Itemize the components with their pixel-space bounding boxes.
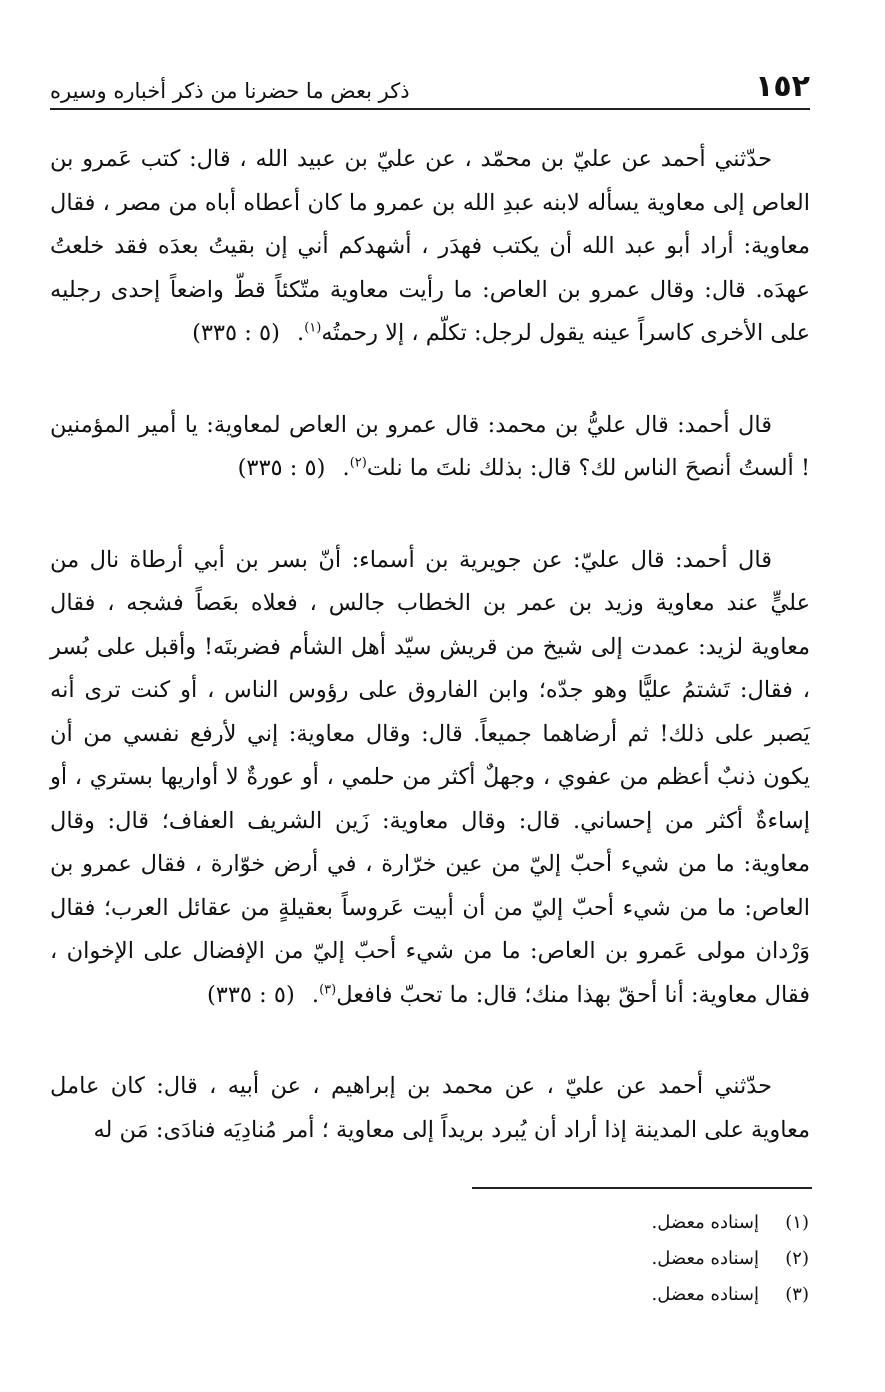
- paragraph-tail: .: [342, 455, 350, 481]
- paragraph-text: قال أحمد: قال عليّ: عن جويرية بن أسماء: أنّ بسر بن أبي أرطاة نال من عليٍّ عند معاوية وزيد بن عمر بن الخطاب جالس ، فعلاه بعَصاً فشجه ، فقال معاوية لزيد: عمدت إلى شيخ من قريش سيّد أهل الشأم فضربتَه! وأقبل على بُسر ، فقال: تَشتمُ عليًّا وهو جدّه؛ وابن الفاروق على رؤوس الناس ، أو كنت ترى أنه يَصبر على ذلك! ثم أرضاهما جميعاً. قال: وقال معاوية: إني لأرفع نفسي من أن يكون ذنبٌ أعظم من عفوي ، وجهلٌ أكثر من حلمي ، أو عورةٌ لا أواريها بستري ، أو إساءةٌ أكثر من إحساني. قال: وقال معاوية: زَين الشريف العفاف؛ قال: وقال معاوية: ما من شيء أحبّ إليّ من عين خرّارة ، في أرض خوّارة ، فقال عمرو بن العاص: ما من شيء أحبّ إليّ من أن أبيت عَروساً بعقيلةٍ من عقائل العرب؛ فقال وَرْدان مولى عَمرو بن العاص: ما من شيء أحبّ إليّ من الإفضال على الإخوان ، فقال معاوية: أنا أحقّ بهذا منك؛ قال: ما تحبّ فافعل: [50, 546, 810, 1008]
- page-number: ١٥٢: [755, 69, 810, 104]
- paragraph-3: [50, 539, 810, 1018]
- paragraph-1: [50, 138, 810, 356]
- volume-page-reference: (٥ : ٣٣٥): [192, 320, 280, 346]
- paragraph-tail: .: [311, 981, 320, 1008]
- running-head-title: ذكر بعض ما حضرنا من ذكر أخباره وسيره: [50, 79, 410, 103]
- footnote-text: إسناده معضل.: [651, 1212, 759, 1233]
- footnote-number: (٣): [785, 1284, 809, 1305]
- paragraph-text: قال أحمد: قال عليُّ بن محمد: قال عمرو بن العاص لمعاوية: يا أمير المؤمنين ! ألستُ أنصحَ الناس لك؟ قال: بذلك نلتَ ما نلت: [50, 411, 810, 481]
- footnote-2: [409, 1241, 809, 1277]
- footnote-marker: (٢): [349, 455, 367, 471]
- footnote-text: إسناده معضل.: [651, 1248, 759, 1269]
- footnote-text: إسناده معضل.: [651, 1284, 759, 1305]
- paragraph-2: [50, 404, 810, 491]
- paragraph-tail: .: [297, 320, 305, 346]
- footnote-1: [409, 1205, 809, 1241]
- paragraph-4: [50, 1065, 810, 1152]
- footnote-3: [409, 1277, 809, 1313]
- paragraph-text: حدّثني أحمد عن عليّ ، عن محمد بن إبراهيم ، عن أبيه ، قال: كان عامل معاوية على المدينة إذا أراد أن يُبرد بريداً إلى معاوية ؛ أمر مُنادِيَه فنادَى: مَن له: [50, 1073, 810, 1143]
- body-text: [50, 138, 810, 1152]
- footnotes: [409, 1205, 809, 1313]
- volume-page-reference: (٥ : ٣٣٥): [206, 981, 295, 1008]
- footnote-marker: (١): [304, 320, 322, 336]
- footnote-separator: [472, 1187, 812, 1189]
- footnote-number: (٢): [785, 1248, 809, 1269]
- paragraph-text: حدّثني أحمد عن عليّ بن محمّد ، عن عليّ بن عبيد الله ، قال: كتب عَمرو بن العاص إلى معاوية يسأله لابنه عبدِ الله بن عمرو ما كان أعطاه أباه من مصر ، فقال معاوية: أراد أبو عبد الله أن يكتب فهدَر ، أشهدكم أني إن بقيتُ بعدَه فقد خلعتُ عهدَه. قال: وقال عمرو بن العاص: ما رأيت معاوية متّكئاً قطّ واضعاً إحدى رجليه على الأخرى كاسراً عينه يقول لرجل: تكلّم ، إلا رحمتُه: [50, 146, 810, 346]
- footnote-number: (١): [785, 1212, 809, 1233]
- running-head: [50, 62, 810, 110]
- footnote-marker: (٣): [319, 982, 337, 997]
- volume-page-reference: (٥ : ٣٣٥): [237, 455, 326, 481]
